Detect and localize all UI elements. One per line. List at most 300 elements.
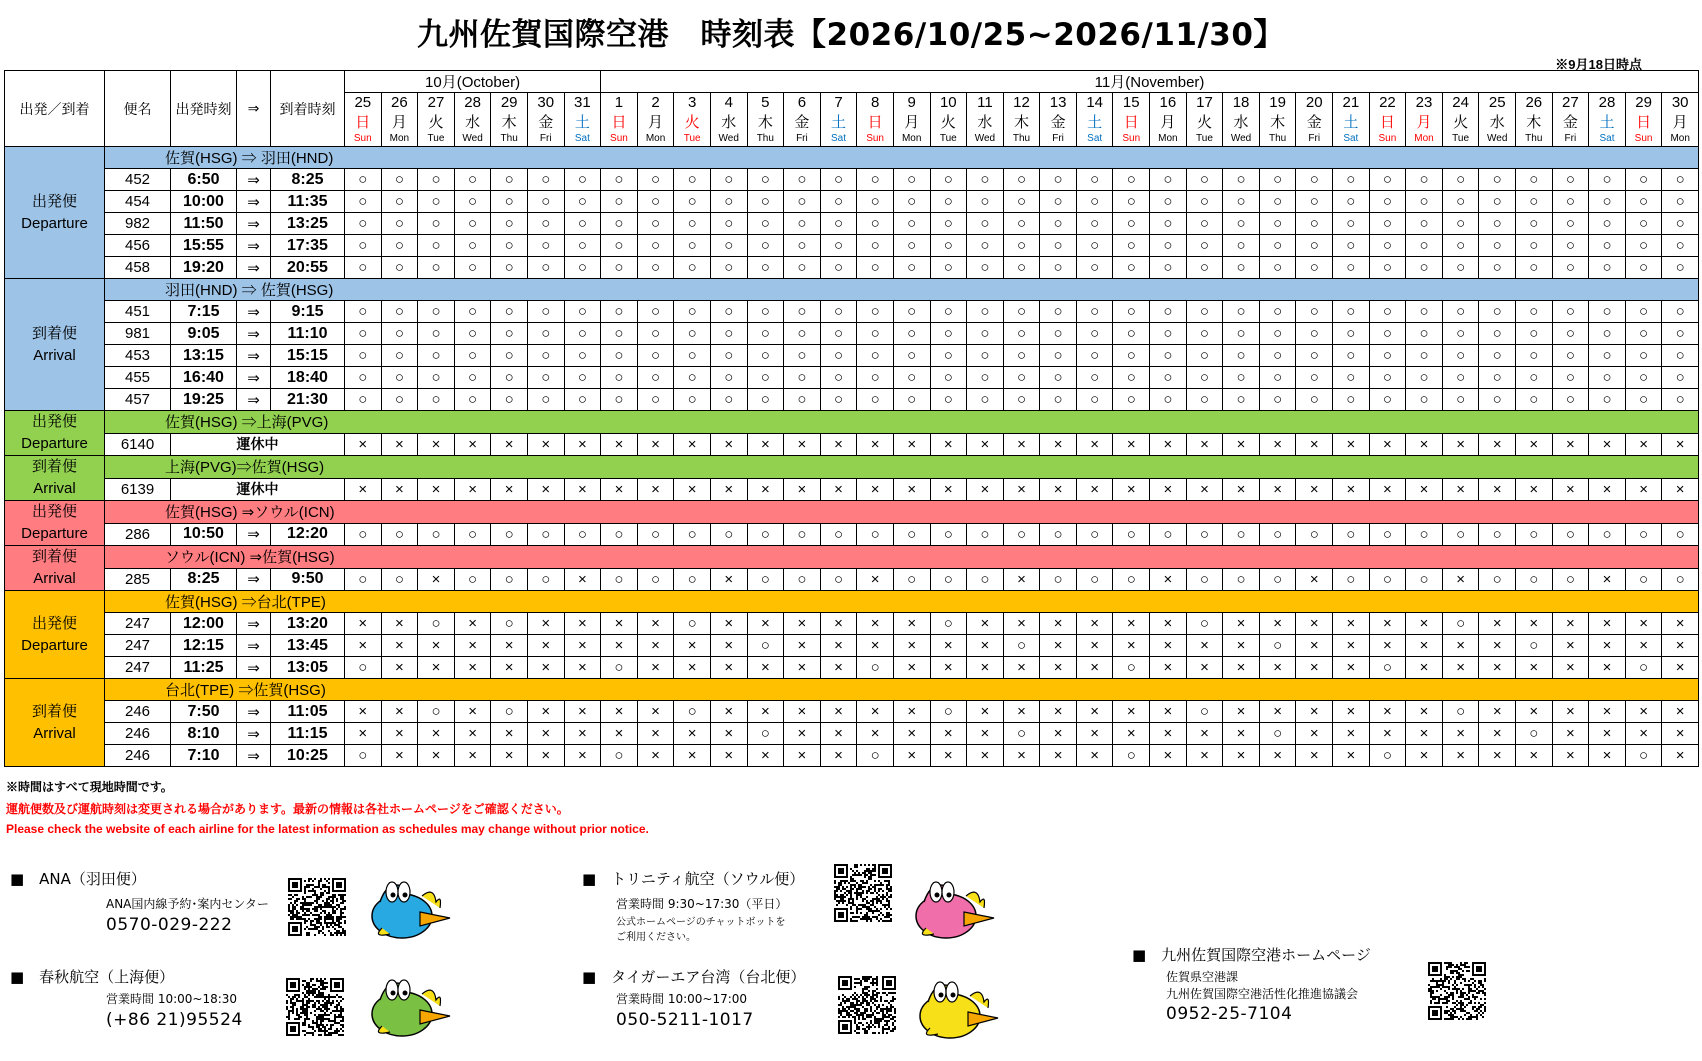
day-number: 5 [747,93,784,114]
not-operating-mark: × [710,701,747,723]
operating-mark: ○ [1150,301,1187,323]
not-operating-mark: × [1552,723,1589,745]
flight-arrival: 11:15 [271,723,345,745]
not-operating-mark: × [1113,635,1150,657]
operating-mark: ○ [1369,657,1406,679]
operating-mark: ○ [820,345,857,367]
not-operating-mark: × [345,613,382,635]
operating-mark: ○ [1442,169,1479,191]
operating-mark: ○ [1369,745,1406,767]
operating-mark: ○ [784,235,821,257]
operating-mark: ○ [491,568,528,591]
operating-mark: ○ [857,191,894,213]
operating-mark: ○ [454,191,491,213]
day-weekday-jp: 水 [967,113,1004,132]
flight-number: 458 [105,257,171,279]
flight-arrival: 11:35 [271,191,345,213]
operating-mark: ○ [1003,235,1040,257]
day-weekday-jp: 金 [784,113,821,132]
operating-mark: ○ [784,345,821,367]
operating-mark: ○ [1369,191,1406,213]
not-operating-mark: × [1589,723,1626,745]
operating-mark: ○ [1076,257,1113,279]
not-operating-mark: × [674,433,711,456]
operating-mark: ○ [747,323,784,345]
section-group-en: Arrival [33,724,76,742]
flight-number: 246 [105,745,171,767]
operating-mark: ○ [601,323,638,345]
operating-mark: ○ [857,523,894,546]
not-operating-mark: × [1076,657,1113,679]
qr-code-icon[interactable] [834,864,892,922]
not-operating-mark: × [1662,745,1699,767]
operating-mark: ○ [1516,213,1553,235]
operating-mark: ○ [454,345,491,367]
not-operating-mark: × [1186,635,1223,657]
operating-mark: ○ [784,323,821,345]
day-weekday-en: Tue [930,132,967,147]
operating-mark: ○ [1003,169,1040,191]
not-operating-mark: × [1369,613,1406,635]
flight-arrival: 13:20 [271,613,345,635]
not-operating-mark: × [857,478,894,501]
not-operating-mark: × [820,478,857,501]
operating-mark: ○ [710,345,747,367]
operating-mark: ○ [1150,169,1187,191]
operating-mark: ○ [564,257,601,279]
qr-code-icon[interactable] [1428,962,1486,1020]
operating-mark: ○ [1516,367,1553,389]
not-operating-mark: × [1040,478,1077,501]
day-weekday-jp: 月 [1150,113,1187,132]
day-weekday-en: Mon [1662,132,1699,147]
day-number: 22 [1369,93,1406,114]
not-operating-mark: × [967,635,1004,657]
flight-row [5,389,1699,411]
flight-departure: 8:10 [171,723,237,745]
not-operating-mark: × [1259,657,1296,679]
operating-mark: ○ [564,213,601,235]
operating-mark: ○ [1552,301,1589,323]
day-weekday-en: Thu [1003,132,1040,147]
not-operating-mark: × [1223,657,1260,679]
operating-mark: ○ [1150,389,1187,411]
day-number: 29 [1625,93,1662,114]
operating-mark: ○ [1369,301,1406,323]
operating-mark: ○ [1259,389,1296,411]
section-group-label [5,679,105,767]
operating-mark: ○ [1662,523,1699,546]
section-group-en: Arrival [5,568,105,591]
flight-arrival: 11:05 [271,701,345,723]
not-operating-mark: × [747,433,784,456]
operating-mark: ○ [1333,345,1370,367]
operating-mark: ○ [1516,191,1553,213]
not-operating-mark: × [564,657,601,679]
not-operating-mark: × [1442,745,1479,767]
operating-mark: ○ [1369,235,1406,257]
day-weekday-jp: 日 [1625,113,1662,132]
not-operating-mark: × [820,657,857,679]
operating-mark: ○ [381,367,418,389]
section-route: 上海(PVG)⇒佐賀(HSG) [105,456,1699,479]
operating-mark: ○ [1662,169,1699,191]
not-operating-mark: × [491,657,528,679]
operating-mark: ○ [674,613,711,635]
day-number: 26 [381,93,418,114]
section-group-jp: 到着便 [5,546,105,569]
operating-mark: ○ [1259,635,1296,657]
operating-mark: ○ [1625,389,1662,411]
not-operating-mark: × [1552,745,1589,767]
flight-arrival: 10:25 [271,745,345,767]
flight-arrival: 20:55 [271,257,345,279]
operating-mark: ○ [1186,389,1223,411]
operating-mark: ○ [637,523,674,546]
not-operating-mark: × [1333,478,1370,501]
contact-spring-title: ■ 春秋航空（上海便） [10,968,175,986]
operating-mark: ○ [1662,301,1699,323]
not-operating-mark: × [1479,723,1516,745]
operating-mark: ○ [1113,213,1150,235]
not-operating-mark: × [1662,478,1699,501]
operating-mark: ○ [1479,257,1516,279]
section-group-en: Arrival [33,346,76,364]
day-number: 27 [418,93,455,114]
not-operating-mark: × [564,613,601,635]
day-number: 4 [710,93,747,114]
not-operating-mark: × [747,613,784,635]
operating-mark: ○ [1040,169,1077,191]
header-direction: 出発／到着 [5,71,105,147]
not-operating-mark: × [1662,433,1699,456]
note-schedule-change-jp: 運航便数及び運航時刻は変更される場合があります。最新の情報は各社ホームページをご確認ください。 [6,802,569,816]
day-number: 16 [1150,93,1187,114]
not-operating-mark: × [1333,613,1370,635]
operating-mark: ○ [637,169,674,191]
operating-mark: ○ [345,345,382,367]
day-number: 3 [674,93,711,114]
not-operating-mark: × [820,723,857,745]
operating-mark: ○ [1442,613,1479,635]
not-operating-mark: × [1442,478,1479,501]
operating-mark: ○ [747,213,784,235]
not-operating-mark: × [1003,613,1040,635]
timetable [4,70,1699,767]
not-operating-mark: × [820,701,857,723]
operating-mark: ○ [1369,389,1406,411]
day-weekday-en: Thu [747,132,784,147]
not-operating-mark: × [1296,478,1333,501]
operating-mark: ○ [418,323,455,345]
flight-number: 246 [105,723,171,745]
not-operating-mark: × [820,745,857,767]
day-weekday-jp: 火 [418,113,455,132]
operating-mark: ○ [564,389,601,411]
operating-mark: ○ [747,301,784,323]
not-operating-mark: × [637,478,674,501]
operating-mark: ○ [418,367,455,389]
flight-departure: 6:50 [171,169,237,191]
operating-mark: ○ [1113,523,1150,546]
operating-mark: ○ [1040,191,1077,213]
operating-mark: ○ [784,213,821,235]
operating-mark: ○ [857,301,894,323]
flight-arrow: ⇒ [237,367,271,389]
not-operating-mark: × [747,701,784,723]
flight-row [5,345,1699,367]
operating-mark: ○ [1369,523,1406,546]
not-operating-mark: × [820,635,857,657]
flight-arrival: 13:25 [271,213,345,235]
operating-mark: ○ [1186,323,1223,345]
flight-arrival: 12:20 [271,523,345,546]
operating-mark: ○ [1516,635,1553,657]
operating-mark: ○ [418,701,455,723]
day-number: 23 [1406,93,1443,114]
not-operating-mark: × [1223,613,1260,635]
flight-departure: 12:15 [171,635,237,657]
day-weekday-jp: 日 [601,113,638,132]
not-operating-mark: × [1113,701,1150,723]
not-operating-mark: × [1113,613,1150,635]
operating-mark: ○ [1296,169,1333,191]
section-route: 佐賀(HSG) ⇒上海(PVG) [105,411,1699,434]
note-local-time: ※時間はすべて現地時間です。 [6,780,173,794]
page-title: 九州佐賀国際空港 時刻表【2026/10/25~2026/11/30】 [417,17,1285,53]
day-weekday-jp: 日 [857,113,894,132]
operating-mark: ○ [1552,367,1589,389]
qr-code-icon[interactable] [288,878,346,936]
day-weekday-jp: 月 [381,113,418,132]
not-operating-mark: × [1479,613,1516,635]
day-weekday-en: Fri [1552,132,1589,147]
day-number: 28 [1589,93,1626,114]
not-operating-mark: × [1150,701,1187,723]
not-operating-mark: × [1589,701,1626,723]
operating-mark: ○ [527,213,564,235]
operating-mark: ○ [637,257,674,279]
not-operating-mark: × [1076,433,1113,456]
flight-arrival: 9:50 [271,568,345,591]
section-group-en: Arrival [5,478,105,501]
operating-mark: ○ [710,191,747,213]
operating-mark: ○ [1552,257,1589,279]
flight-departure: 19:25 [171,389,237,411]
not-operating-mark: × [454,723,491,745]
operating-mark: ○ [1625,345,1662,367]
not-operating-mark: × [1296,657,1333,679]
operating-mark: ○ [1259,323,1296,345]
operating-mark: ○ [1589,301,1626,323]
not-operating-mark: × [381,701,418,723]
not-operating-mark: × [893,657,930,679]
qr-code-icon[interactable] [286,978,344,1036]
qr-code-icon[interactable] [838,976,896,1034]
operating-mark: ○ [857,235,894,257]
not-operating-mark: × [527,745,564,767]
operating-mark: ○ [747,169,784,191]
flight-arrival: 8:25 [271,169,345,191]
section-route: 佐賀(HSG) ⇒台北(TPE) [105,591,1699,613]
not-operating-mark: × [893,478,930,501]
flight-arrival: 9:15 [271,301,345,323]
not-operating-mark: × [1662,723,1699,745]
operating-mark: ○ [1589,323,1626,345]
operating-mark: ○ [564,523,601,546]
day-weekday-en: Sun [1113,132,1150,147]
day-weekday-en: Thu [491,132,528,147]
not-operating-mark: × [1662,657,1699,679]
operating-mark: ○ [1552,323,1589,345]
section-group-label [5,147,105,279]
not-operating-mark: × [1150,745,1187,767]
not-operating-mark: × [1589,613,1626,635]
operating-mark: ○ [1296,323,1333,345]
operating-mark: ○ [967,169,1004,191]
section-route: 羽田(HND) ⇒ 佐賀(HSG) [105,279,1699,301]
operating-mark: ○ [418,523,455,546]
operating-mark: ○ [1442,235,1479,257]
not-operating-mark: × [747,657,784,679]
not-operating-mark: × [710,635,747,657]
operating-mark: ○ [967,523,1004,546]
operating-mark: ○ [527,323,564,345]
flight-departure: 8:25 [171,568,237,591]
not-operating-mark: × [1296,613,1333,635]
header-arrival-time: 到着時刻 [271,71,345,147]
day-number: 13 [1040,93,1077,114]
day-weekday-en: Sat [564,132,601,147]
operating-mark: ○ [1076,568,1113,591]
month-october: 10月(October) [345,71,601,93]
operating-mark: ○ [893,323,930,345]
day-weekday-jp: 土 [820,113,857,132]
not-operating-mark: × [710,568,747,591]
operating-mark: ○ [1150,367,1187,389]
operating-mark: ○ [1040,213,1077,235]
flight-departure: 9:05 [171,323,237,345]
section-group-jp: 出発便 [5,411,105,434]
contact-spring [10,966,243,1030]
operating-mark: ○ [674,301,711,323]
not-operating-mark: × [491,433,528,456]
operating-mark: ○ [1113,389,1150,411]
operating-mark: ○ [1442,323,1479,345]
not-operating-mark: × [930,723,967,745]
not-operating-mark: × [1333,701,1370,723]
operating-mark: ○ [674,523,711,546]
operating-mark: ○ [893,191,930,213]
operating-mark: ○ [1186,257,1223,279]
operating-mark: ○ [491,323,528,345]
operating-mark: ○ [418,301,455,323]
operating-mark: ○ [930,345,967,367]
flight-arrival: 17:35 [271,235,345,257]
operating-mark: ○ [564,367,601,389]
not-operating-mark: × [784,657,821,679]
operating-mark: ○ [1186,191,1223,213]
operating-mark: ○ [1296,235,1333,257]
operating-mark: ○ [1223,169,1260,191]
not-operating-mark: × [1186,478,1223,501]
operating-mark: ○ [1479,323,1516,345]
operating-mark: ○ [1150,191,1187,213]
not-operating-mark: × [857,568,894,591]
operating-mark: ○ [1040,301,1077,323]
operating-mark: ○ [601,657,638,679]
operating-mark: ○ [1625,169,1662,191]
operating-mark: ○ [1442,301,1479,323]
not-operating-mark: × [1552,613,1589,635]
operating-mark: ○ [381,169,418,191]
operating-mark: ○ [747,257,784,279]
contact-tiger-title: ■ タイガーエア台湾（台北便） [582,968,806,986]
flight-arrow: ⇒ [237,213,271,235]
day-weekday-en: Fri [1296,132,1333,147]
day-weekday-en: Tue [674,132,711,147]
operating-mark: ○ [1589,345,1626,367]
not-operating-mark: × [710,478,747,501]
not-operating-mark: × [784,723,821,745]
flight-arrow: ⇒ [237,235,271,257]
not-operating-mark: × [1625,723,1662,745]
flight-row [5,701,1699,723]
not-operating-mark: × [1150,478,1187,501]
not-operating-mark: × [527,701,564,723]
operating-mark: ○ [1442,701,1479,723]
operating-mark: ○ [1223,191,1260,213]
operating-mark: ○ [1003,257,1040,279]
operating-mark: ○ [1259,568,1296,591]
day-number: 10 [930,93,967,114]
flight-number: 456 [105,235,171,257]
operating-mark: ○ [1369,213,1406,235]
operating-mark: ○ [967,568,1004,591]
flight-row [5,169,1699,191]
flight-departure: 12:00 [171,613,237,635]
flight-number: 457 [105,389,171,411]
operating-mark: ○ [1113,191,1150,213]
operating-mark: ○ [1625,257,1662,279]
operating-mark: ○ [1333,367,1370,389]
not-operating-mark: × [1369,478,1406,501]
operating-mark: ○ [1662,235,1699,257]
operating-mark: ○ [674,235,711,257]
not-operating-mark: × [1186,723,1223,745]
not-operating-mark: × [1625,613,1662,635]
not-operating-mark: × [601,701,638,723]
operating-mark: ○ [930,523,967,546]
not-operating-mark: × [893,433,930,456]
operating-mark: ○ [857,213,894,235]
not-operating-mark: × [454,657,491,679]
not-operating-mark: × [710,745,747,767]
operating-mark: ○ [1589,213,1626,235]
operating-mark: ○ [747,568,784,591]
operating-mark: ○ [930,191,967,213]
operating-mark: ○ [820,191,857,213]
operating-mark: ○ [1442,213,1479,235]
contact-trinity-title: ■ トリニティ航空（ソウル便） [582,870,805,888]
section-route: ソウル(ICN) ⇒佐賀(HSG) [105,546,1699,569]
not-operating-mark: × [345,701,382,723]
operating-mark: ○ [1406,389,1443,411]
not-operating-mark: × [1625,635,1662,657]
flight-row [5,301,1699,323]
operating-mark: ○ [1076,523,1113,546]
not-operating-mark: × [1296,701,1333,723]
